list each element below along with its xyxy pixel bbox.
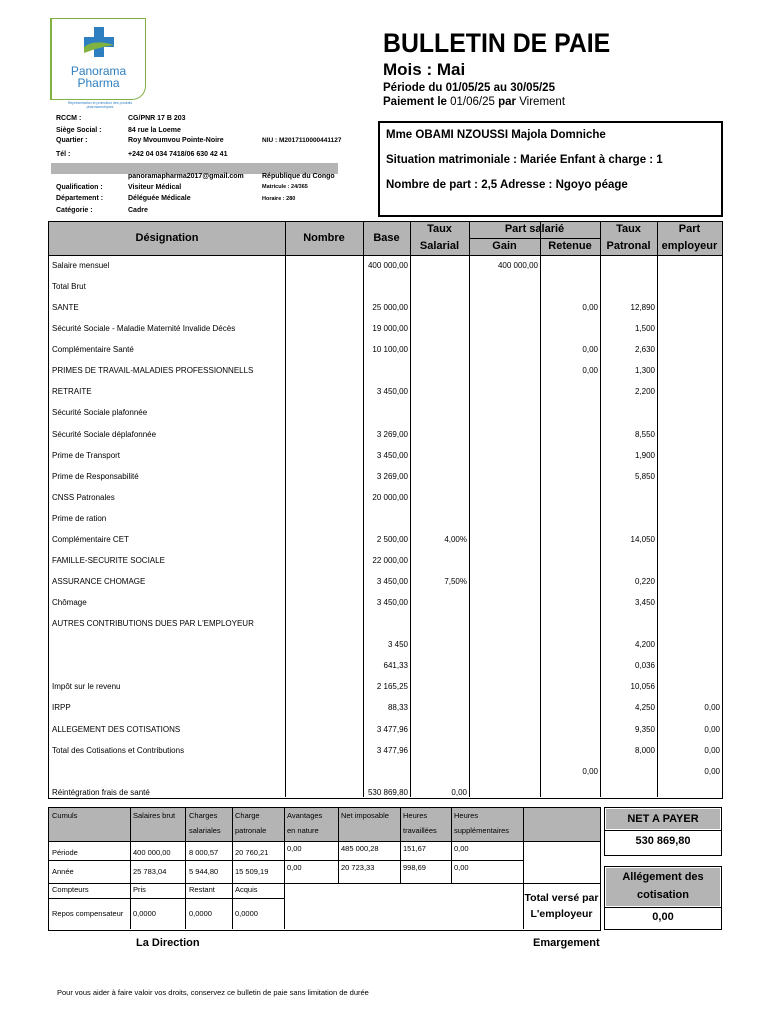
siege-label: Siège Social : <box>56 127 102 134</box>
annee-avantages: 0,00 <box>287 863 302 872</box>
row-base: 3 477,96 <box>376 724 408 734</box>
rccm-value: CG/PNR 17 B 203 <box>128 115 186 122</box>
allegement-label-bg <box>606 868 720 906</box>
annee-label: Année <box>52 867 74 876</box>
row-base: 530 869,80 <box>367 787 408 797</box>
brand-name-line1: Panorama <box>70 64 127 78</box>
categorie-label: Catégorie : <box>56 207 93 214</box>
row-taux-pat: 9,350 <box>634 724 655 734</box>
row-label: PRIMES DE TRAVAIL-MALADIES PROFESSIONNELLS <box>52 366 254 376</box>
row-label: Sécurité Sociale - Maladie Maternité Invalide Décès <box>52 324 236 334</box>
allegement-label-1: Allégement des <box>622 871 704 883</box>
medical-cross-icon <box>82 25 116 59</box>
row-part-emp: 0,00 <box>704 724 720 734</box>
row-label: Chômage <box>52 598 87 608</box>
footer-note: Pour vous aider à faire valoir vos droits, conservez ce bulletin de paie sans limitation de durée <box>57 988 369 997</box>
employee-parts: Nombre de part : 2,5 Adresse : Ngoyo péage <box>386 179 628 191</box>
allegement-value: 0,00 <box>652 911 674 923</box>
row-taux-pat: 2,630 <box>634 345 655 355</box>
employee-name: Mme OBAMI NZOUSSI Majola Domniche <box>386 129 606 141</box>
row-label: Salaire mensuel <box>52 261 110 270</box>
departement-label: Département : <box>56 195 104 202</box>
company-logo <box>50 18 146 100</box>
siege-value: 84 rue la Loeme <box>128 127 181 134</box>
total-verse-2: L'employeur <box>530 908 593 920</box>
row-taux-sal: 0,00 <box>451 787 467 797</box>
row-taux-pat: 12,890 <box>630 303 655 313</box>
company-country: République du Congo <box>262 173 335 180</box>
row-label: AUTRES CONTRIBUTIONS DUES PAR L'EMPLOYEUR <box>52 619 254 629</box>
cumuls-head-sup-1: Heures <box>454 811 479 820</box>
company-tagline: Représentation et promotion des produits pharmaceutiques <box>67 101 133 109</box>
row-label: Réintégration frais de santé <box>52 787 150 797</box>
payment-par: par <box>498 96 516 108</box>
payslip-table <box>48 221 723 799</box>
row-label: Total Brut <box>52 282 86 292</box>
row-base: 10 100,00 <box>372 345 408 355</box>
annee-patronale: 15 509,19 <box>235 867 269 876</box>
departement-value: Déléguée Médicale <box>128 195 191 202</box>
row-base: 88,33 <box>387 703 408 713</box>
brand-name-line2: Pharma <box>77 76 120 90</box>
payment-mode: Virement <box>519 96 566 108</box>
tel-label: Tél : <box>56 151 71 158</box>
col-part-salarie: Part salarié <box>504 223 565 235</box>
col-designation: Désignation <box>135 232 199 244</box>
periode-net: 485 000,28 <box>341 844 379 853</box>
row-taux-sal: 7,50% <box>444 577 467 587</box>
row-taux-pat: 4,200 <box>634 640 655 650</box>
row-base: 3 477,96 <box>376 745 408 755</box>
compteurs-acquis: Acquis <box>235 885 258 894</box>
col-taux: Taux <box>427 223 452 235</box>
annee-sup: 0,00 <box>454 863 469 872</box>
col-retenue: Retenue <box>548 240 592 252</box>
matricule: Matricule : 24/365 <box>262 184 308 190</box>
row-base: 19 000,00 <box>372 324 408 334</box>
col-salarial: Salarial <box>419 240 460 252</box>
compteurs-pris: Pris <box>133 885 146 894</box>
company-email: panoramapharma2017@gmail.com <box>128 173 244 180</box>
col-taux-patronal-2: Patronal <box>606 240 651 252</box>
annee-charges: 5 944,80 <box>189 867 219 876</box>
periode-sup: 0,00 <box>454 844 469 853</box>
col-gain: Gain <box>492 240 517 252</box>
row-label: Sécurité Sociale plafonnée <box>52 408 148 418</box>
total-verse-1: Total versé par <box>524 892 599 904</box>
cumuls-head-charges-2: salariales <box>189 826 221 835</box>
cumuls-head-heures-1: Heures <box>403 811 428 820</box>
row-base: 3 450,00 <box>376 387 408 397</box>
row-base: 2 165,25 <box>376 682 408 692</box>
cumuls-table <box>48 807 601 931</box>
col-part-employeur-1: Part <box>678 223 701 235</box>
employee-situation: Situation matrimoniale : Mariée Enfant à charge : 1 <box>386 154 663 166</box>
qualification-label: Qualification : <box>56 184 103 191</box>
row-base: 3 450,00 <box>376 598 408 608</box>
row-gain: 400 000,00 <box>497 261 538 270</box>
signature-direction: La Direction <box>136 937 200 949</box>
row-label: Total des Cotisations et Contributions <box>52 745 185 755</box>
qualification-value: Visiteur Médical <box>128 184 182 191</box>
annee-brut: 25 783,04 <box>133 867 167 876</box>
row-part-emp: 0,00 <box>704 703 720 713</box>
periode-charges: 8 000,57 <box>189 848 219 857</box>
row-base: 20 000,00 <box>372 492 408 502</box>
compteurs-restant: Restant <box>189 885 215 894</box>
repos-acquis: 0,0000 <box>235 909 258 918</box>
row-base: 2 500,00 <box>376 534 408 544</box>
row-retenue: 0,00 <box>582 766 598 776</box>
net-a-payer-box <box>604 807 722 856</box>
row-label: RETRAITE <box>52 387 92 397</box>
row-taux-pat: 1,300 <box>634 366 655 376</box>
repos-restant: 0,0000 <box>189 909 212 918</box>
row-retenue: 0,00 <box>582 366 598 376</box>
row-taux-pat: 4,250 <box>634 703 655 713</box>
row-retenue: 0,00 <box>582 303 598 313</box>
row-label: Complémentaire CET <box>52 534 129 544</box>
row-label: FAMILLE-SECURITE SOCIALE <box>52 555 165 565</box>
tel-value: +242 04 034 7418/06 630 42 41 <box>128 151 228 158</box>
row-taux-pat: 1,500 <box>634 324 655 334</box>
row-base: 3 450 <box>387 640 408 650</box>
pay-month: Mois : Mai <box>383 60 466 79</box>
cumuls-head-avantages-2: en nature <box>287 826 319 835</box>
page-title: BULLETIN DE PAIE <box>383 28 611 58</box>
cumuls-head-sup-2: supplémentaires <box>454 826 510 835</box>
cumuls-head-patronale-2: patronale <box>235 826 267 835</box>
pay-period: Période du 01/05/25 au 30/05/25 <box>383 82 555 94</box>
row-taux-pat: 8,000 <box>634 745 655 755</box>
cumuls-head-net: Net imposable <box>341 811 389 820</box>
row-base: 25 000,00 <box>372 303 408 313</box>
horaire: Horaire : 280 <box>262 196 296 202</box>
row-base: 641,33 <box>383 661 408 671</box>
row-taux-pat: 3,450 <box>634 598 655 608</box>
row-base: 3 269,00 <box>376 471 408 481</box>
row-base: 3 269,00 <box>376 429 408 439</box>
net-a-payer-value: 530 869,80 <box>635 835 691 847</box>
allegement-box <box>604 866 722 930</box>
periode-avantages: 0,00 <box>287 844 302 853</box>
row-base: 3 450,00 <box>376 577 408 587</box>
row-taux-pat: 8,550 <box>634 429 655 439</box>
row-label: ASSURANCE CHOMAGE <box>52 577 146 587</box>
row-label: IRPP <box>52 703 71 713</box>
row-label: Impôt sur le revenu <box>52 682 121 692</box>
col-nombre: Nombre <box>303 232 345 244</box>
allegement-label-2: cotisation <box>637 889 689 901</box>
row-taux-pat: 10,056 <box>630 682 655 692</box>
payment-date: 01/06/25 <box>450 96 495 108</box>
payment-line <box>383 96 565 108</box>
annee-net: 20 723,33 <box>341 863 375 872</box>
row-taux-pat: 1,900 <box>634 450 655 460</box>
repos-pris: 0,0000 <box>133 909 156 918</box>
employee-box <box>378 121 723 217</box>
cumuls-head-patronale-1: Charge <box>235 811 260 820</box>
row-base: 400 000,00 <box>367 261 408 270</box>
row-part-emp: 0,00 <box>704 766 720 776</box>
col-taux-patronal-1: Taux <box>616 223 641 235</box>
row-label: Complémentaire Santé <box>52 345 134 355</box>
row-part-emp: 0,00 <box>704 745 720 755</box>
annee-heures: 998,69 <box>403 863 426 872</box>
row-taux-pat: 5,850 <box>634 471 655 481</box>
row-taux-pat: 0,220 <box>634 577 655 587</box>
cumuls-header-bg <box>49 808 600 841</box>
row-label: CNSS Patronales <box>52 492 115 502</box>
row-taux-sal: 4,00% <box>444 534 467 544</box>
row-label: Prime de Transport <box>52 450 121 460</box>
row-taux-pat: 0,036 <box>634 661 655 671</box>
row-label: SANTE <box>52 303 79 313</box>
row-taux-pat: 2,200 <box>634 387 655 397</box>
compteurs-label: Compteurs <box>52 885 89 894</box>
col-part-employeur-2: employeur <box>661 240 718 252</box>
rccm-label: RCCM : <box>56 115 82 122</box>
periode-heures: 151,67 <box>403 844 426 853</box>
cumuls-head-charges-1: Charges <box>189 811 218 820</box>
col-base: Base <box>373 232 400 244</box>
periode-label: Période <box>52 848 78 857</box>
row-label: Prime de Responsabilité <box>52 471 139 481</box>
cumuls-head-heures-2: travaillées <box>403 826 437 835</box>
row-label: Sécurité Sociale déplafonnée <box>52 429 157 439</box>
net-a-payer-label: NET A PAYER <box>606 809 720 829</box>
row-retenue: 0,00 <box>582 345 598 355</box>
row-label: ALLEGEMENT DES COTISATIONS <box>52 724 181 734</box>
niu-number: NIU : M2017110000441127 <box>262 137 342 144</box>
row-base: 3 450,00 <box>376 450 408 460</box>
repos-label: Repos compensateur <box>52 909 124 918</box>
row-taux-pat: 14,050 <box>630 534 655 544</box>
cumuls-head-brut: Salaires brut <box>133 811 176 820</box>
cumuls-head: Cumuls <box>52 811 78 820</box>
signature-emargement: Emargement <box>533 937 600 949</box>
cumuls-head-avantages-1: Avantages <box>287 811 323 820</box>
row-label: Prime de ration <box>52 513 107 523</box>
quartier-value: Roy Mvoumvou Pointe-Noire <box>128 137 224 144</box>
payment-label: Paiement le <box>383 96 447 108</box>
periode-brut: 400 000,00 <box>133 848 171 857</box>
periode-patronale: 20 760,21 <box>235 848 269 857</box>
quartier-label: Quartier : <box>56 137 88 144</box>
row-base: 22 000,00 <box>372 555 408 565</box>
categorie-value: Cadre <box>128 207 148 214</box>
